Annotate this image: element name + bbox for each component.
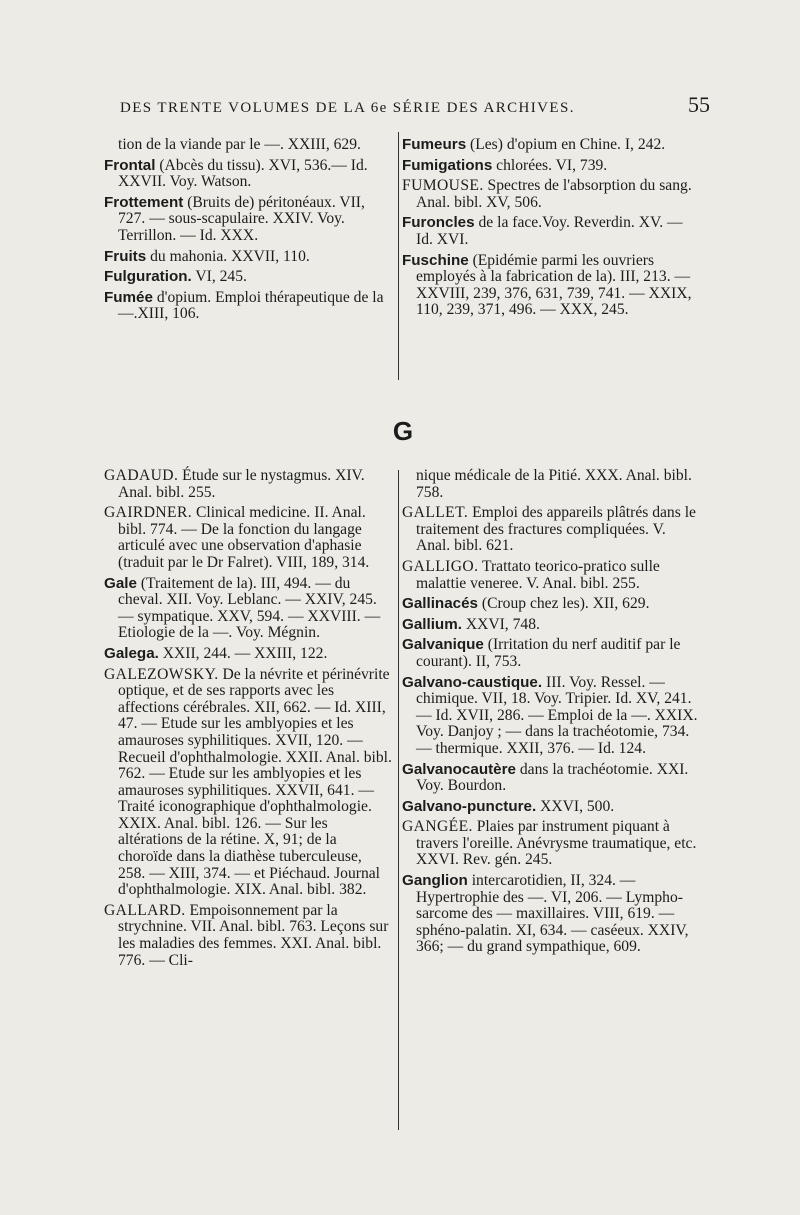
entry-text: (Les) d'opium en Chine. I, 242. [466,136,666,153]
entry-text: intercarotidien, II, 324. — Hypertrophie des —. VI, 206. — Lympho-sarcome des — maxillaires. VIII, 619. — sphéno-palatin. XI, 634. — caséeux. XXIV, 366; — du grand sympathique, 609. [416,872,689,956]
entry-text: (Bruits de) péritonéaux. VII, 727. — sous-scapulaire. XXIV. Voy. Terrillon. — Id. XXX. [118,193,365,244]
entry-text: XXII, 244. — XXIII, 122. [158,644,328,662]
index-entry [402,158,700,175]
index-entry [402,596,700,613]
entry-headword: Furoncles [402,214,475,232]
entry-text: Clinical medicine. II. Anal. bibl. 774. — De la fonction du langage articulé avec une observation d'aphasie (traduit par le Dr Falret). VIII, 189, 314. [118,504,370,571]
entry-author: GALLARD. [104,901,186,919]
index-column-bottom-right [402,468,700,960]
section-letter: G [392,416,414,446]
index-entry [104,468,392,501]
entry-headword: Gallium. [402,615,462,633]
entry-text: (Croup chez les). XII, 629. [477,595,650,613]
entry-headword: Galvanocautère [402,760,516,778]
index-entry [402,873,700,956]
entry-author: GADAUD. [104,467,179,484]
entry-text: d'opium. Emploi thérapeutique de la —.XIII, 106. [118,288,384,323]
entry-headword: Galvano-puncture. [402,797,537,815]
index-entry [402,178,700,211]
index-entry [402,505,700,555]
entry-text: XXVI, 748. [461,615,540,633]
entry-headword: Fumée [104,288,153,306]
index-entry [104,158,392,191]
entry-text: Trattato teorico-pratico sulle malattie veneree. V. Anal. bibl. 255. [416,557,660,592]
entry-text: chlorées. VI, 739. [492,156,608,174]
entry-text: Plaies par instrument piquant à travers l'oreille. Anévrysme traumatique, etc. XXVI. Rev. gén. 245. [416,818,697,869]
index-entry [104,903,392,969]
page-number: 55 [688,92,710,117]
index-entry [402,617,700,634]
entry-text: de la face.Voy. Reverdin. XV. — Id. XVI. [416,214,683,248]
entry-headword: Ganglion [402,872,468,890]
entry-text: Emploi des appareils plâtrés dans le traitement des fractures compliquées. V. Anal. bibl. 621. [416,504,696,555]
column-divider-bottom [398,470,399,1130]
entry-headword: Gale [104,574,137,592]
entry-headword: Frontal [104,156,156,174]
entry-headword: Galvanique [402,636,484,654]
entry-author: FUMOUSE. [402,177,484,195]
index-entry [104,505,392,571]
index-entry [402,215,700,248]
entry-headword: Fumeurs [402,136,467,153]
index-entry [402,819,700,869]
index-entry [104,137,392,154]
index-entry [104,249,392,266]
entry-headword: Fruits [104,247,147,265]
index-entry [104,290,392,323]
entry-headword: Gallinacés [402,595,478,613]
index-entry [104,195,392,245]
running-title: DES TRENTE VOLUMES DE LA 6e SÉRIE DES ARCHIVES. [120,100,575,116]
entry-text: nique médicale de la Pitié. XXX. Anal. bibl. 758. [416,467,692,501]
index-entry [402,675,700,758]
index-entry [402,137,700,154]
entry-author: GAIRDNER. [104,504,193,522]
entry-text: du mahonia. XXVII, 110. [146,247,310,265]
entry-text: XXVI, 500. [536,797,615,815]
index-column-top-left [104,137,392,327]
entry-headword: Fulguration. [104,268,192,286]
index-entry [402,799,700,816]
index-entry [402,253,700,319]
entry-headword: Galega. [104,644,159,662]
entry-author: GALEZOWSKY. [104,665,219,683]
index-entry [402,559,700,592]
entry-text: Étude sur le nystagmus. XIV. Anal. bibl. 255. [118,467,365,501]
entry-text: dans la trachéotomie. XXI. Voy. Bourdon. [416,760,689,795]
entry-headword: Fuschine [402,251,469,269]
column-divider-top [398,132,399,380]
entry-text: (Traitement de la). III, 494. — du cheval. XII. Voy. Leblanc. — XXIV, 245. — sympatique. XXV, 594. — XXVIII. — Etiologie de la —. Voy. Mégnin. [118,574,381,642]
entry-text: III. Voy. Ressel. — chimique. VII, 18. Voy. Tripier. Id. XV, 241. — Id. XVII, 286. — Emploi de la —. XXIX. Voy. Danjoy ; — dans la trachéotomie, 734. — thermique. XXII, 376. — Id. 124. [416,673,698,757]
index-column-bottom-left [104,468,392,973]
entry-headword: Fumigations [402,156,493,174]
entry-headword: Galvano-caustique. [402,673,543,691]
entry-headword: Frottement [104,193,184,211]
entry-author: GANGÉE. [402,818,473,836]
index-entry [104,667,392,899]
entry-text: Spectres de l'absorption du sang. Anal. bibl. XV, 506. [416,177,692,211]
entry-text: (Irritation du nerf auditif par le courant). II, 753. [416,636,681,670]
entry-text: (Epidémie parmi les ouvriers employés à la fabrication de la). III, 213. — XXVIII, 239, 376, 631, 739, 741. — XXIX, 110, 239, 371, 496. — XXX, 245. [416,251,692,319]
index-entry [104,646,392,663]
index-column-top-right [402,137,700,323]
running-header [100,92,710,124]
entry-text: De la névrite et périnévrite optique, et de ses rapports avec les affections cérébrales. XII, 662. — Id. XIII, 47. — Etude sur les amblyopies et les amauroses syphilitiques. XVII, 120. — Recueil d'ophthalmologie. XXII. Anal. bibl. 762. — Etude sur les amblyopies et les amauroses syphilitiques. XXVII, 641. — Traité iconographique d'ophthalmologie. XXIX. Anal. bibl. 126. — Sur les altérations de la rétine. X, 91; de la choroïde dans la diathèse tuberculeuse, 258. — XIII, 374. — et Piéchaud. Journal d'ophthalmologie. XIX. Anal. bibl. 382. [118,665,392,899]
index-entry [402,637,700,670]
entry-text: tion de la viande par le —. XXIII, 629. [118,136,361,153]
entry-text: (Abcès du tissu). XVI, 536.— Id. XXVII. Voy. Watson. [118,156,368,191]
entry-author: GALLIGO. [402,557,479,575]
index-entry [104,576,392,642]
index-entry [402,762,700,795]
entry-text: VI, 245. [191,268,247,286]
entry-author: GALLET. [402,504,469,522]
index-entry [402,468,700,501]
index-entry [104,269,392,286]
entry-text: Empoisonnement par la strychnine. VII. Anal. bibl. 763. Leçons sur les maladies des femmes. XXI. Anal. bibl. 776. — Cli- [118,901,389,969]
